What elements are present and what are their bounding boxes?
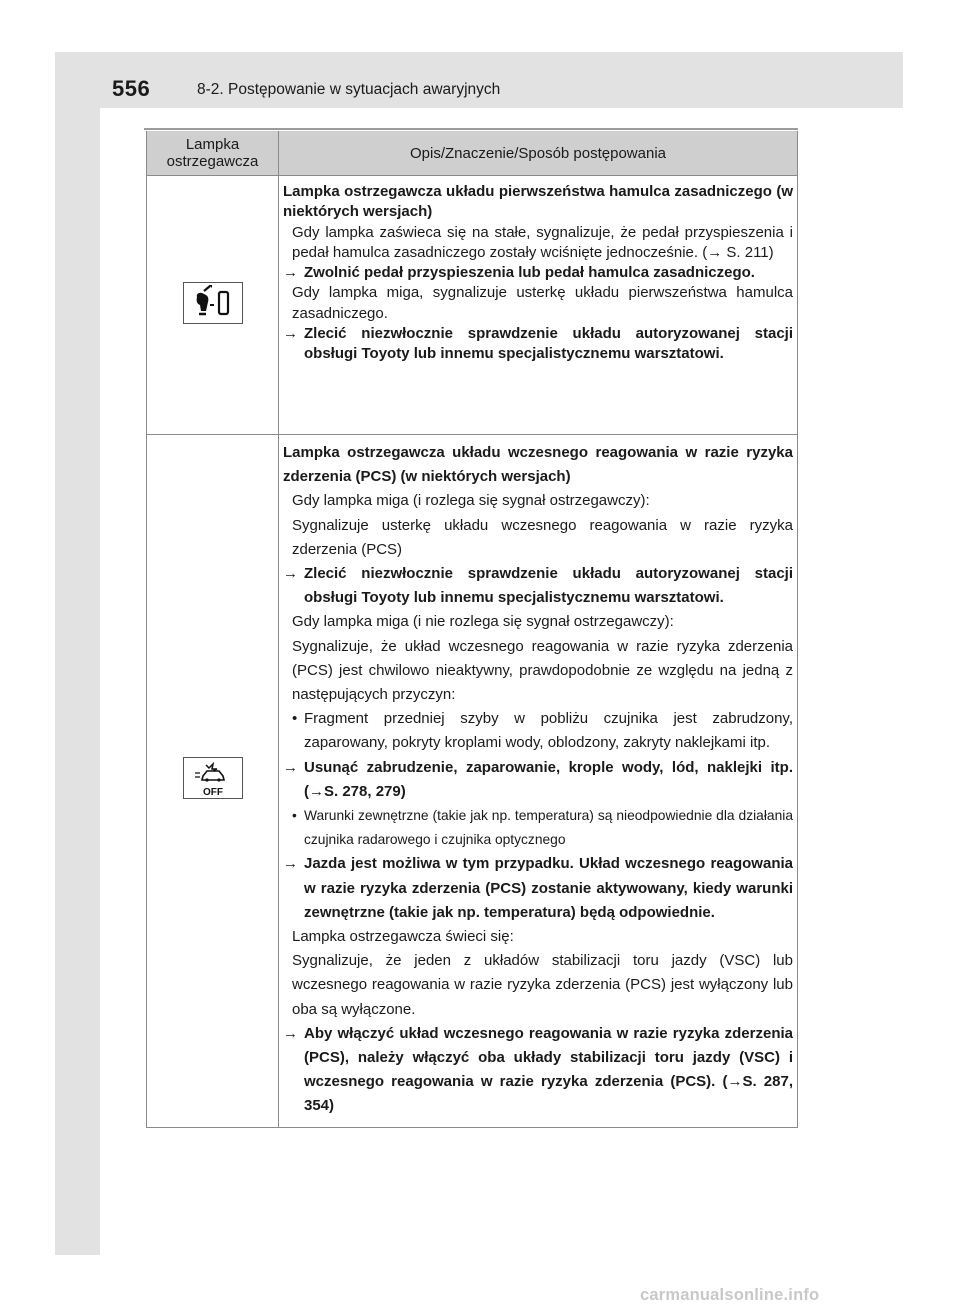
action-text: Usunąć zabrudzenie, zaparowanie, krople wody, lód, naklejki itp. (→S. 278, 279): [304, 758, 793, 800]
action-item: [283, 324, 793, 365]
icon-cell: [147, 176, 279, 435]
bullet-text: Warunki zewnętrzne (takie jak np. temperatura) są nieodpowiednie dla działania czujnika radarowego i czujnika optycznego: [304, 808, 793, 848]
bullet-item: [283, 707, 793, 755]
icon-off-label: OFF: [202, 787, 223, 799]
action-text: Zwolnić pedał przyspieszenia lub pedał hamulca zasadniczego.: [304, 264, 755, 282]
description-text: Gdy lampka zaświeca się na stałe, sygnalizuje, że pedał przyspieszenia i pedał hamulca zasadniczego zostały wciśnięte jednocześnie. (→ S. 211): [292, 223, 793, 261]
action-item: [283, 562, 793, 610]
table-row: [147, 435, 798, 1128]
action-text: Zlecić niezwłocznie sprawdzenie układu autoryzowanej stacji obsługi Toyoty lub innemu specjalistycznemu warsztatowi.: [304, 565, 793, 607]
action-item: [283, 756, 793, 804]
row-title: Lampka ostrzegawcza układu wczesnego reagowania w razie ryzyka zderzenia (PCS) (w niektórych wersjach): [283, 444, 793, 486]
description-cell: [279, 435, 798, 1128]
arrow-icon: →: [283, 855, 298, 873]
table-header-row: [147, 131, 798, 176]
column-header-description: Opis/Znaczenie/Sposób postępowania: [279, 131, 798, 176]
warning-lights-table: [146, 131, 798, 1128]
action-text: Zlecić niezwłocznie sprawdzenie układu autoryzowanej stacji obsługi Toyoty lub innemu specjalistycznemu warsztatowi.: [304, 325, 793, 363]
action-item: [283, 852, 793, 925]
action-item: [283, 1022, 793, 1119]
bullet-text: Fragment przedniej szyby w pobliżu czujnika jest zabrudzony, zaparowany, pokryty kroplami wody, oblodzony, zakryty naklejkami itp.: [304, 710, 793, 752]
table-top-rule: [144, 128, 798, 130]
action-text: Jazda jest możliwa w tym przypadku. Układ wczesnego reagowania w razie ryzyka zderzenia (PCS) zostanie aktywowany, kiedy warunki zewnętrzne (takie jak np. temperatura) będą odpowiednie.: [304, 855, 793, 921]
pcs-off-warning-icon: [183, 757, 243, 799]
arrow-icon: →: [283, 1024, 298, 1042]
side-strip: [55, 52, 100, 1255]
action-item: [283, 263, 793, 283]
section-title: 8-2. Postępowanie w sytuacjach awaryjnych: [197, 81, 501, 98]
table-row: [147, 176, 798, 435]
description-text: Gdy lampka miga (i nie rozlega się sygnał ostrzegawczy):: [292, 613, 674, 631]
description-text: Lampka ostrzegawcza świeci się:: [292, 928, 514, 946]
description-text: Gdy lampka miga (i rozlega się sygnał ostrzegawczy):: [292, 492, 650, 510]
page-number: 556: [112, 76, 151, 101]
watermark: carmanualsonline.info: [640, 1286, 820, 1304]
bullet-item: [283, 804, 793, 852]
bullet-icon: •: [292, 710, 298, 728]
page-header: [100, 52, 903, 108]
bullet-icon: •: [292, 808, 297, 824]
arrow-icon: →: [283, 758, 298, 776]
arrow-icon: →: [283, 565, 298, 583]
arrow-icon: →: [283, 264, 298, 282]
description-text: Sygnalizuje, że jeden z układów stabilizacji toru jazdy (VSC) lub wczesnego reagowania w razie ryzyka zderzenia (PCS) jest wyłączony lub oba są wyłączone.: [292, 952, 793, 1018]
description-text: Sygnalizuje usterkę układu wczesnego reagowania w razie ryzyka zderzenia (PCS): [292, 516, 793, 558]
icon-cell: [147, 435, 279, 1128]
row-title: Lampka ostrzegawcza układu pierwszeństwa hamulca zasadniczego (w niektórych wersjach): [283, 183, 793, 221]
brake-override-warning-icon: [183, 282, 243, 324]
description-cell: [279, 176, 798, 435]
column-header-warning-light: Lampka ostrzegawcza: [147, 131, 279, 176]
description-text: Gdy lampka miga, sygnalizuje usterkę układu pierwszeństwa hamulca zasadniczego.: [292, 284, 793, 322]
action-text: Aby włączyć układ wczesnego reagowania w razie ryzyka zderzenia (PCS), należy włączyć oba układy stabilizacji toru jazdy (VSC) i wczesnego reagowania w razie ryzyka zderzenia (PCS). (→S. 287, 354): [304, 1024, 793, 1115]
description-text: Sygnalizuje, że układ wczesnego reagowania w razie ryzyka zderzenia (PCS) jest chwilowo nieaktywny, prawdopodobnie ze względu na jedną z następujących przyczyn:: [292, 637, 793, 704]
arrow-icon: →: [283, 325, 298, 343]
